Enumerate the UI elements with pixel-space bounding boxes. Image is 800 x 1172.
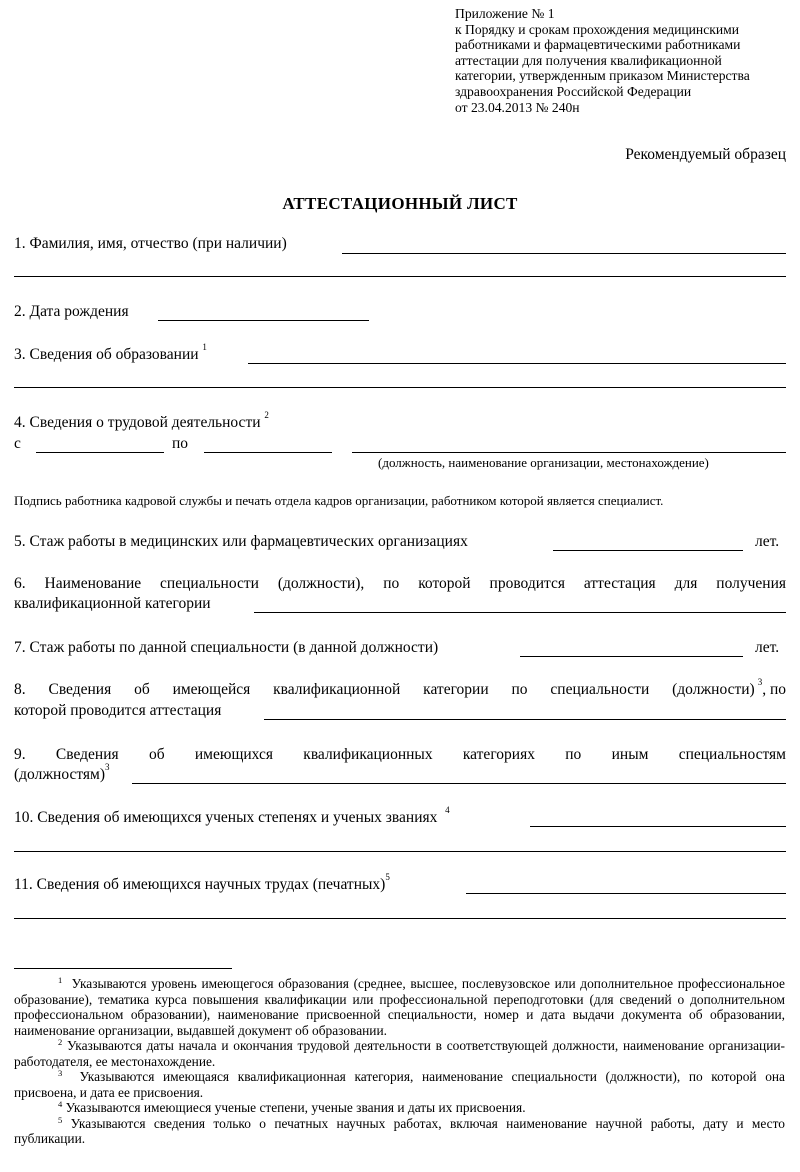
- field-4-label: [14, 410, 269, 432]
- field-8-text-end: , по: [762, 681, 786, 698]
- footnote-text: Указываются имеющиеся ученые степени, ученые звания и даты их присвоения.: [65, 1100, 526, 1115]
- field-4-position-input[interactable]: [352, 452, 786, 453]
- field-11-input[interactable]: [466, 893, 786, 894]
- footnote-text: Указываются даты начала и окончания трудовой деятельности в соответствующей должности, наименование организации-работодателя, ее местонахождение.: [14, 1038, 785, 1069]
- field-7-unit: лет.: [755, 639, 780, 656]
- footnote-ref-3b: 3: [105, 762, 110, 772]
- document-header: [455, 6, 795, 115]
- footnote-ref-5: 5: [385, 872, 390, 882]
- field-8-input[interactable]: [264, 719, 786, 720]
- footnote-ref-4: 4: [445, 805, 450, 815]
- header-line: к Порядку и срокам прохождения медицинскими: [455, 21, 739, 37]
- field-10-input-continued[interactable]: [14, 851, 786, 852]
- field-8-label-line-1: [14, 677, 786, 699]
- footnote-ref-2: 2: [264, 410, 269, 420]
- field-4-to-input[interactable]: [204, 452, 332, 453]
- field-3-text: 3. Сведения об образовании: [14, 346, 199, 363]
- footnote-4: [14, 1100, 785, 1116]
- field-2-label: 2. Дата рождения: [14, 303, 129, 320]
- field-1-label: 1. Фамилия, имя, отчество (при наличии): [14, 235, 287, 252]
- field-11-text: 11. Сведения об имеющихся научных трудах (печатных): [14, 876, 386, 893]
- field-4-from-input[interactable]: [36, 452, 164, 453]
- field-10-input[interactable]: [530, 826, 786, 827]
- field-9-input[interactable]: [132, 783, 786, 784]
- field-5-input[interactable]: [553, 550, 743, 551]
- footnote-3: [14, 1069, 785, 1100]
- field-10-text: 10. Сведения об имеющихся ученых степенях и ученых званиях: [14, 809, 438, 826]
- field-9-text: (должностям): [14, 766, 106, 783]
- field-10-label: [14, 805, 450, 827]
- field-4-text: 4. Сведения о трудовой деятельности: [14, 414, 261, 431]
- header-line: от 23.04.2013 № 240н: [455, 99, 580, 115]
- field-4-caption: (должность, наименование организации, местонахождение): [378, 455, 709, 470]
- header-line: категории, утвержденным приказом Министерства: [455, 68, 750, 84]
- footnote-mark: 3: [58, 1068, 63, 1078]
- field-1-input-continued[interactable]: [14, 276, 786, 277]
- header-line: аттестации для получения квалификационной: [455, 52, 722, 68]
- footnote-mark: 4: [58, 1099, 63, 1109]
- field-6-label-line-2: квалификационной категории: [14, 595, 211, 612]
- footnote-5: [14, 1116, 785, 1147]
- footnote-ref-3: 3: [757, 677, 763, 687]
- footnote-text: Указываются уровень имеющегося образования (среднее, высшее, послевузовское или дополнительное профессиональное образование), тематика курса повышения квалификации или профессиональной переподготовки (для сведений о дополнительном профессиональном образовании), наименование присвоенной специальности, номер и дата выдачи документа об образовании, наименование организации, выдавшей документ об образовании.: [14, 976, 785, 1038]
- field-3-input-continued[interactable]: [14, 387, 786, 388]
- field-5-unit: лет.: [755, 533, 780, 550]
- field-2-input[interactable]: [158, 320, 369, 321]
- field-9-label-line-2: [14, 762, 110, 784]
- footnote-mark: 2: [58, 1037, 63, 1047]
- field-3-input[interactable]: [248, 363, 786, 364]
- header-line: Приложение № 1: [455, 6, 555, 21]
- field-8-text: 8. Сведения об имеющейся квалификационной категории по специальности (должности): [14, 681, 755, 698]
- field-11-input-continued[interactable]: [14, 918, 786, 919]
- field-11-label: [14, 872, 390, 894]
- header-line: работниками и фармацевтическими работниками: [455, 37, 741, 53]
- field-7-label: 7. Стаж работы по данной специальности (в данной должности): [14, 639, 439, 656]
- field-1-input[interactable]: [342, 253, 786, 254]
- field-8-label-line-2: которой проводится аттестация: [14, 702, 222, 719]
- footnote-1: [14, 976, 785, 1038]
- footnote-ref-1: 1: [202, 342, 207, 352]
- footnote-mark: 1: [58, 975, 63, 985]
- footnotes: [14, 976, 785, 1147]
- header-line: здравоохранения Российской Федерации: [455, 83, 692, 99]
- footnote-separator: [14, 968, 232, 969]
- footnote-mark: 5: [58, 1114, 63, 1125]
- field-6-label-line-1: 6. Наименование специальности (должности), по которой проводится аттестация для получения: [14, 575, 786, 592]
- footnote-text: Указываются имеющаяся квалификационная категория, наименование специальности (должности), по которой она присвоена, и дата ее присвоения.: [14, 1069, 785, 1100]
- footnote-text: Указываются сведения только о печатных научных работах, включая наименование научной работы, дату и место публикации.: [14, 1115, 785, 1146]
- signature-note: Подпись работника кадровой службы и печать отдела кадров организации, работником которой является специалист.: [14, 493, 664, 508]
- field-9-label-line-1: 9. Сведения об имеющихся квалификационных категориях по иным специальностям: [14, 746, 786, 763]
- field-3-label: [14, 342, 207, 364]
- sample-label: Рекомендуемый образец: [625, 146, 786, 163]
- field-4-to-label: по: [172, 435, 189, 452]
- page-title: АТТЕСТАЦИОННЫЙ ЛИСТ: [282, 194, 518, 213]
- footnote-2: [14, 1038, 785, 1069]
- field-5-label: 5. Стаж работы в медицинских или фармацевтических организациях: [14, 533, 468, 550]
- field-7-input[interactable]: [520, 656, 743, 657]
- field-6-input[interactable]: [254, 612, 786, 613]
- field-4-from-label: с: [14, 435, 21, 452]
